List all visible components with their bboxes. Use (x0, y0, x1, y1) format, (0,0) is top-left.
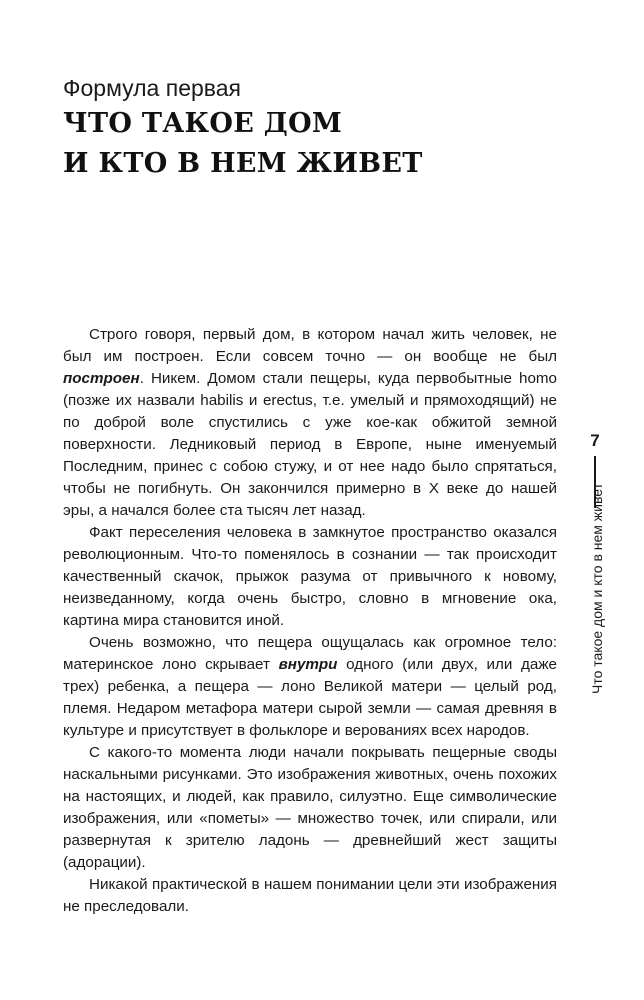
text-run: Очень возможно, что пещера ощущалась как огромное тело: материнское лоно скрывает (63, 634, 557, 673)
paragraph-5 (63, 874, 557, 918)
chapter-label: Формула первая (63, 75, 241, 101)
page-number: 7 (590, 431, 600, 450)
paragraph-1 (63, 324, 557, 522)
text-run: Строго говоря, первый дом, в котором начал жить человек, не был им построен. Если совсем точно — он вообще не был (63, 326, 557, 365)
chapter-title-line-2: И КТО В НЕМ ЖИВЕТ (63, 148, 423, 179)
text-run: С какого-то момента люди начали покрывать пещерные своды наскальными рисунками. Это изображения животных, очень похожих на настоящих, и людей, как правило, силуэтно. Еще символические изображения, или «пометы» — множество точек, или спирали, или развернутая к зрителю ладонь — древнейший жест защиты (адорации). (63, 744, 557, 871)
emphasis-text: внутри (278, 656, 338, 673)
running-head: Что такое дом и кто в нем живет (589, 483, 605, 694)
emphasis-text: построен (63, 370, 140, 387)
text-run: . Никем. Домом стали пещеры, куда первобытные homo (позже их назвали habilis и erectus, т.е. умелый и прямоходящий) не по доброй воле спустились с уже кое-как обжитой земной поверхности. Ледниковый период в Европе, ныне именуемый Последним, принес с собою стужу, и от нее надо было спрятаться, чтобы не погибнуть. Он закончился примерно в X веке до нашей эры, а начался более ста тысяч лет назад. (63, 370, 557, 519)
text-run: Факт переселения человека в замкнутое пространство оказался революционным. Что-то поменялось в сознании — так происходит качественный скачок, прыжок разума от привычного к новому, неизведанному, когда очень быстро, словно в мгновение ока, картина мира становится иной. (63, 524, 557, 629)
text-run: одного (или двух, или даже трех) ребенка, а пещера — лоно Великой матери — целый род, племя. Недаром метафора матери сырой земли — самая древняя в культуре и присутствует в фольклоре и верованиях всех народов. (63, 656, 557, 739)
paragraph-4 (63, 742, 557, 874)
body-text (63, 324, 557, 918)
chapter-title-line-1: ЧТО ТАКОЕ ДОМ (63, 108, 343, 139)
chapter-title (63, 104, 423, 184)
paragraph-2 (63, 522, 557, 632)
text-run: Никакой практической в нашем понимании цели эти изображения не преследовали. (63, 876, 557, 915)
paragraph-3 (63, 632, 557, 742)
